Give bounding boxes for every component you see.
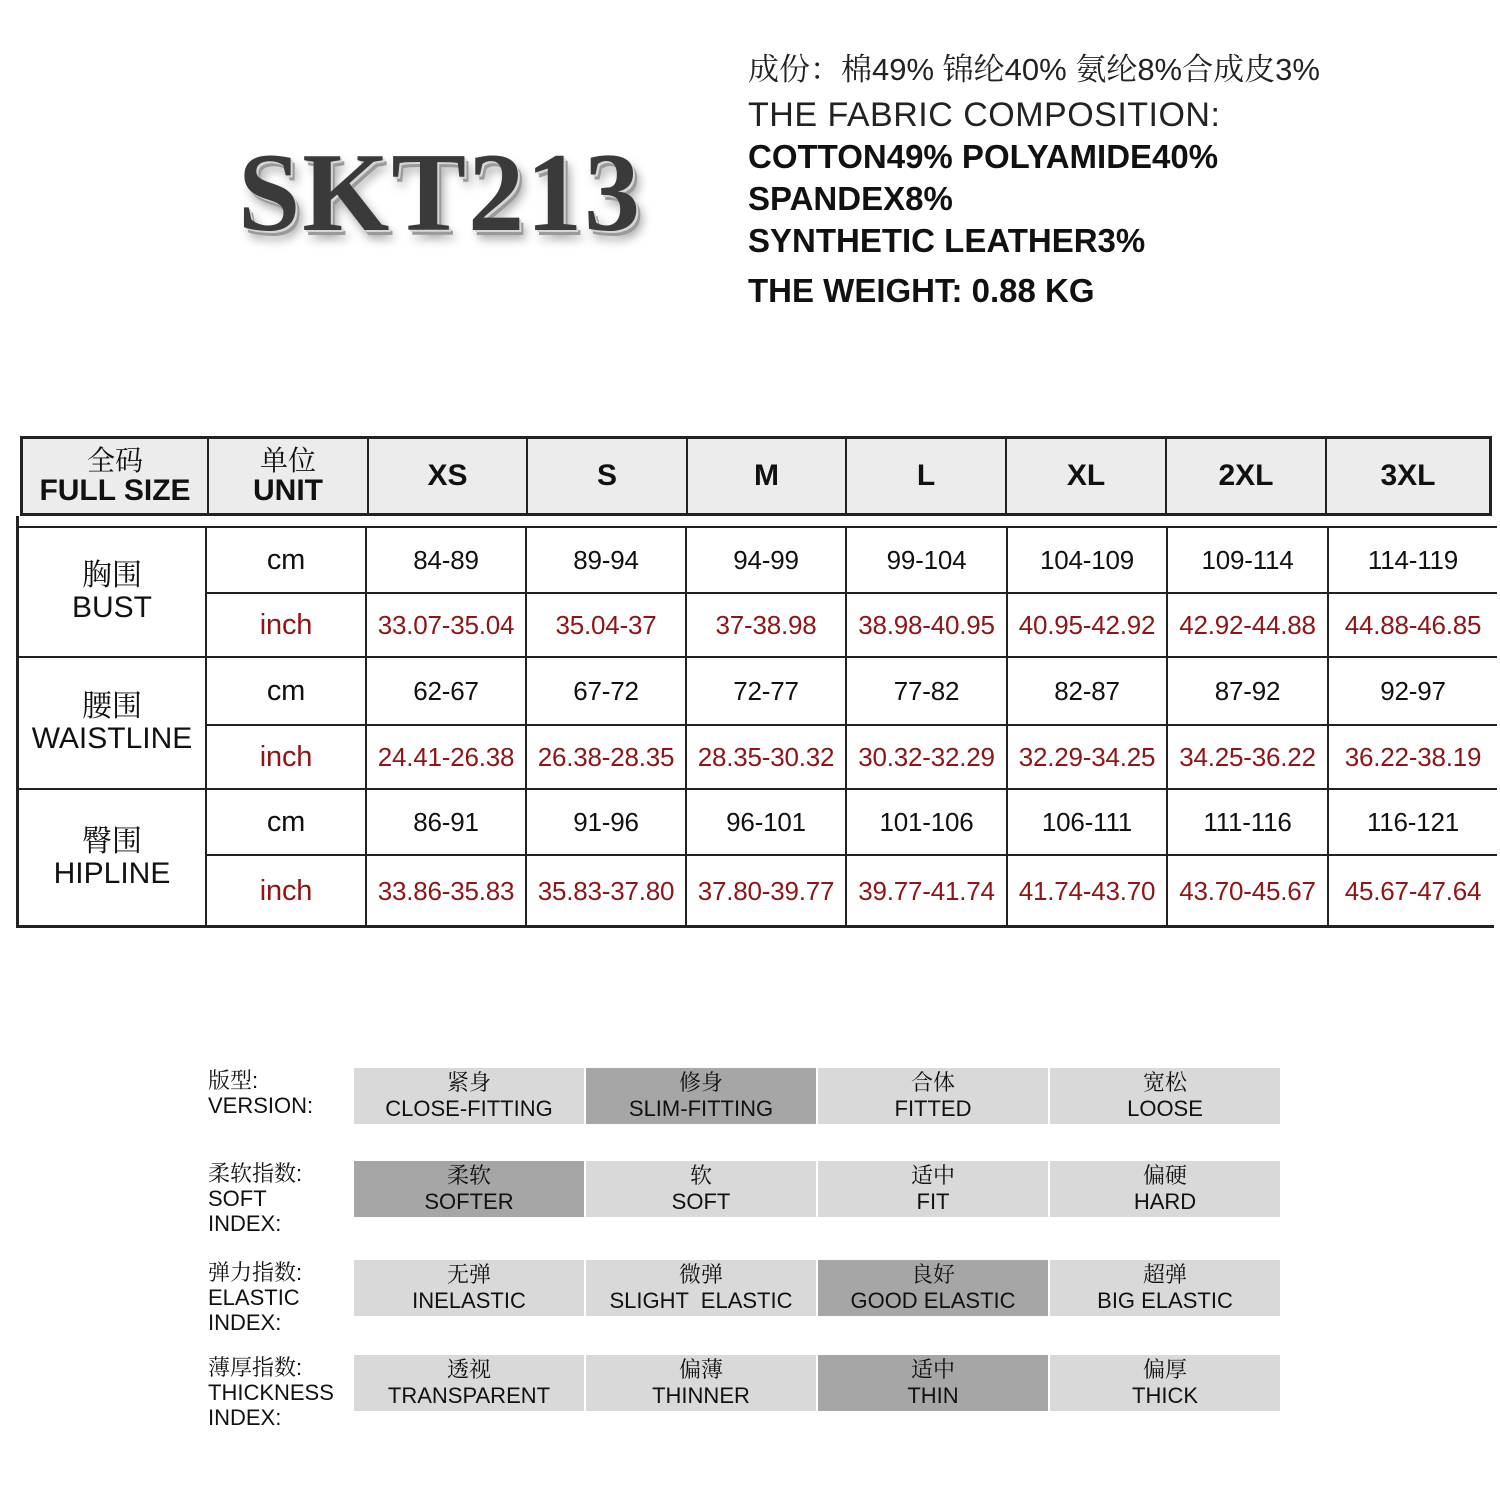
table-cell: 38.98-40.95 xyxy=(847,594,1008,656)
attribute-label-cn: 版型: xyxy=(208,1068,259,1093)
option-en: BIG ELASTIC xyxy=(1097,1288,1233,1313)
table-cell: 41.74-43.70 xyxy=(1008,856,1168,927)
option-cn: 偏薄 xyxy=(678,1357,723,1382)
size-header-xl: XL xyxy=(1007,439,1167,513)
size-table-body xyxy=(16,516,1494,928)
option-en: THIN xyxy=(907,1383,959,1408)
weight-text: THE WEIGHT: 0.88 KG xyxy=(748,272,1095,309)
table-cell: 111-116 xyxy=(1168,790,1329,854)
attribute-label-en: SOFT xyxy=(208,1186,267,1211)
table-row-cm xyxy=(207,790,1497,854)
option-en: CLOSE-FITTING xyxy=(385,1096,553,1121)
unit-cell: inch xyxy=(207,726,367,788)
attribute-label-cn: 薄厚指数: xyxy=(208,1355,303,1380)
option-en: SOFTER xyxy=(424,1189,514,1214)
attribute-label-en: INDEX: xyxy=(208,1310,282,1335)
attribute-label xyxy=(208,1260,302,1335)
table-row-inch xyxy=(207,592,1497,656)
measurement-label-cn: 胸围 xyxy=(82,559,142,592)
full-size-header xyxy=(23,439,209,513)
table-cell: 36.22-38.19 xyxy=(1344,741,1482,772)
table-cell: 33.07-35.04 xyxy=(367,594,527,656)
option-cn: 合体 xyxy=(910,1070,955,1095)
attribute-label xyxy=(208,1068,313,1118)
measurement-group-waistline xyxy=(19,656,1497,788)
table-cell: 30.32-32.29 xyxy=(847,726,1008,788)
attribute-option xyxy=(354,1355,584,1411)
size-header-2xl: 2XL xyxy=(1167,439,1327,513)
unit-cell: cm xyxy=(207,528,367,592)
unit-cell: cm xyxy=(207,790,367,854)
table-cell: 67-72 xyxy=(527,658,687,724)
option-cn: 无弹 xyxy=(446,1262,491,1287)
attribute-option xyxy=(818,1260,1048,1316)
option-en: THINNER xyxy=(652,1383,750,1408)
size-header-3xl: 3XL xyxy=(1380,459,1436,492)
measurement-label-cn: 腰围 xyxy=(82,690,142,723)
table-cell: 82-87 xyxy=(1008,658,1168,724)
option-en: LOOSE xyxy=(1127,1096,1203,1121)
table-cell: 26.38-28.35 xyxy=(527,726,687,788)
measurement-label-bust xyxy=(19,528,207,656)
table-cell: 34.25-36.22 xyxy=(1168,726,1329,788)
option-en: SLIGHT ELASTIC xyxy=(609,1288,793,1313)
attribute-option xyxy=(1050,1260,1280,1316)
option-en: TRANSPARENT xyxy=(387,1383,551,1408)
size-header-m: M xyxy=(688,439,847,513)
table-cell: 37-38.98 xyxy=(687,594,847,656)
unit-cell: inch xyxy=(207,594,367,656)
attribute-label-en: INDEX: xyxy=(208,1211,282,1236)
option-en: GOOD ELASTIC xyxy=(850,1288,1016,1313)
table-cell: 37.80-39.77 xyxy=(687,856,847,927)
attribute-option xyxy=(1050,1355,1280,1411)
table-cell: 84-89 xyxy=(367,528,527,592)
attribute-option xyxy=(818,1068,1048,1124)
measurement-label-hipline xyxy=(19,790,207,925)
attribute-label-cn: 弹力指数: xyxy=(208,1260,303,1285)
option-cn: 透视 xyxy=(446,1357,491,1382)
table-cell: 62-67 xyxy=(367,658,527,724)
table-cell: 114-119 xyxy=(1367,544,1459,575)
unit-header xyxy=(209,439,369,513)
attribute-option xyxy=(586,1260,816,1316)
attribute-option xyxy=(1050,1068,1280,1124)
attribute-label-cn: 柔软指数: xyxy=(208,1161,303,1186)
option-cn: 紧身 xyxy=(446,1070,491,1095)
option-cn: 微弹 xyxy=(678,1262,723,1287)
attribute-option xyxy=(354,1161,584,1217)
unit-cell: cm xyxy=(207,658,367,724)
composition-line: COTTON49% POLYAMIDE40% xyxy=(748,138,1219,175)
option-cn: 超弹 xyxy=(1142,1262,1187,1287)
option-cn: 适中 xyxy=(910,1357,955,1382)
table-cell: 91-96 xyxy=(527,790,687,854)
composition-chinese: 成份：棉49% 锦纶40% 氨纶8%合成皮3% xyxy=(748,52,1320,87)
measurement-group-bust xyxy=(19,526,1497,656)
option-cn: 偏厚 xyxy=(1142,1357,1187,1382)
unit-header-cn: 单位 xyxy=(259,445,316,476)
option-cn: 修身 xyxy=(678,1070,723,1095)
table-cell: 72-77 xyxy=(687,658,847,724)
attribute-option xyxy=(586,1068,816,1124)
option-en: HARD xyxy=(1133,1189,1197,1214)
table-row-cm xyxy=(207,658,1497,724)
table-cell: 92-97 xyxy=(1380,675,1446,706)
table-cell: 40.95-42.92 xyxy=(1008,594,1168,656)
table-cell: 45.67-47.64 xyxy=(1344,876,1482,906)
measurement-group-hipline xyxy=(19,788,1497,925)
table-cell: 104-109 xyxy=(1008,528,1168,592)
table-cell: 101-106 xyxy=(847,790,1008,854)
measurement-label-cn: 臀围 xyxy=(82,824,142,858)
attribute-label-en: THICKNESS xyxy=(208,1380,334,1405)
table-cell: 42.92-44.88 xyxy=(1168,594,1329,656)
table-cell: 35.04-37 xyxy=(527,594,687,656)
option-cn: 柔软 xyxy=(446,1163,491,1188)
option-en: FITTED xyxy=(894,1096,972,1121)
full-size-header-cn: 全码 xyxy=(86,445,143,476)
table-cell: 99-104 xyxy=(847,528,1008,592)
table-cell: 24.41-26.38 xyxy=(367,726,527,788)
fabric-composition xyxy=(748,50,1468,312)
measurement-label-waistline xyxy=(19,658,207,788)
option-cn: 软 xyxy=(689,1163,712,1188)
option-cn: 偏硬 xyxy=(1142,1163,1187,1188)
table-row-inch xyxy=(207,724,1497,788)
table-cell: 35.83-37.80 xyxy=(527,856,687,927)
composition-heading: THE FABRIC COMPOSITION: xyxy=(748,96,1221,134)
table-cell: 39.77-41.74 xyxy=(847,856,1008,927)
measurement-label-en: BUST xyxy=(71,591,152,624)
table-cell: 94-99 xyxy=(687,528,847,592)
attribute-version xyxy=(208,1068,1288,1128)
attribute-option xyxy=(586,1355,816,1411)
unit-cell: inch xyxy=(207,856,367,927)
table-row-inch xyxy=(207,854,1497,927)
composition-line: SYNTHETIC LEATHER3% xyxy=(748,222,1146,259)
attribute-label xyxy=(208,1161,302,1236)
attribute-option xyxy=(1050,1161,1280,1217)
attribute-option xyxy=(818,1355,1048,1411)
option-en: SOFT xyxy=(671,1189,731,1214)
table-row-cm xyxy=(207,528,1497,592)
attribute-thickness-index xyxy=(208,1355,1288,1430)
measurement-label-en: HIPLINE xyxy=(53,856,171,890)
table-cell: 28.35-30.32 xyxy=(687,726,847,788)
option-cn: 适中 xyxy=(910,1163,955,1188)
attribute-soft-index xyxy=(208,1161,1288,1236)
size-header-xs: XS xyxy=(369,439,528,513)
size-header-l: L xyxy=(847,439,1007,513)
attribute-option xyxy=(354,1068,584,1124)
table-cell: 106-111 xyxy=(1008,790,1168,854)
table-cell: 77-82 xyxy=(847,658,1008,724)
option-en: FIT xyxy=(916,1189,950,1214)
table-cell: 44.88-46.85 xyxy=(1344,609,1482,640)
table-cell: 87-92 xyxy=(1168,658,1329,724)
table-cell: 33.86-35.83 xyxy=(367,856,527,927)
table-cell: 109-114 xyxy=(1168,528,1329,592)
size-header-s: S xyxy=(528,439,688,513)
option-en: INELASTIC xyxy=(412,1288,526,1313)
attribute-label-en: INDEX: xyxy=(208,1405,282,1430)
measurement-label-en: WAISTLINE xyxy=(31,722,193,755)
attribute-label-en: ELASTIC xyxy=(208,1285,300,1310)
composition-line: SPANDEX8% xyxy=(748,180,953,217)
table-cell: 32.29-34.25 xyxy=(1008,726,1168,788)
option-en: SLIM-FITTING xyxy=(628,1096,774,1121)
attribute-elastic-index xyxy=(208,1260,1288,1335)
table-cell: 116-121 xyxy=(1366,806,1460,837)
table-cell: 86-91 xyxy=(367,790,527,854)
option-en: THICK xyxy=(1132,1383,1198,1408)
product-code-logo: SKT213 xyxy=(238,131,643,255)
table-cell: 89-94 xyxy=(527,528,687,592)
size-table-header xyxy=(20,436,1492,516)
option-cn: 宽松 xyxy=(1142,1070,1187,1095)
table-cell: 96-101 xyxy=(687,790,847,854)
attribute-option xyxy=(586,1161,816,1217)
attribute-option xyxy=(354,1260,584,1316)
attribute-label-en: VERSION: xyxy=(208,1093,314,1118)
unit-header-en: UNIT xyxy=(253,474,323,507)
attribute-label xyxy=(208,1355,334,1430)
full-size-header-en: FULL SIZE xyxy=(39,474,191,507)
option-cn: 良好 xyxy=(910,1262,955,1287)
attribute-option xyxy=(818,1161,1048,1217)
table-cell: 43.70-45.67 xyxy=(1168,856,1329,927)
